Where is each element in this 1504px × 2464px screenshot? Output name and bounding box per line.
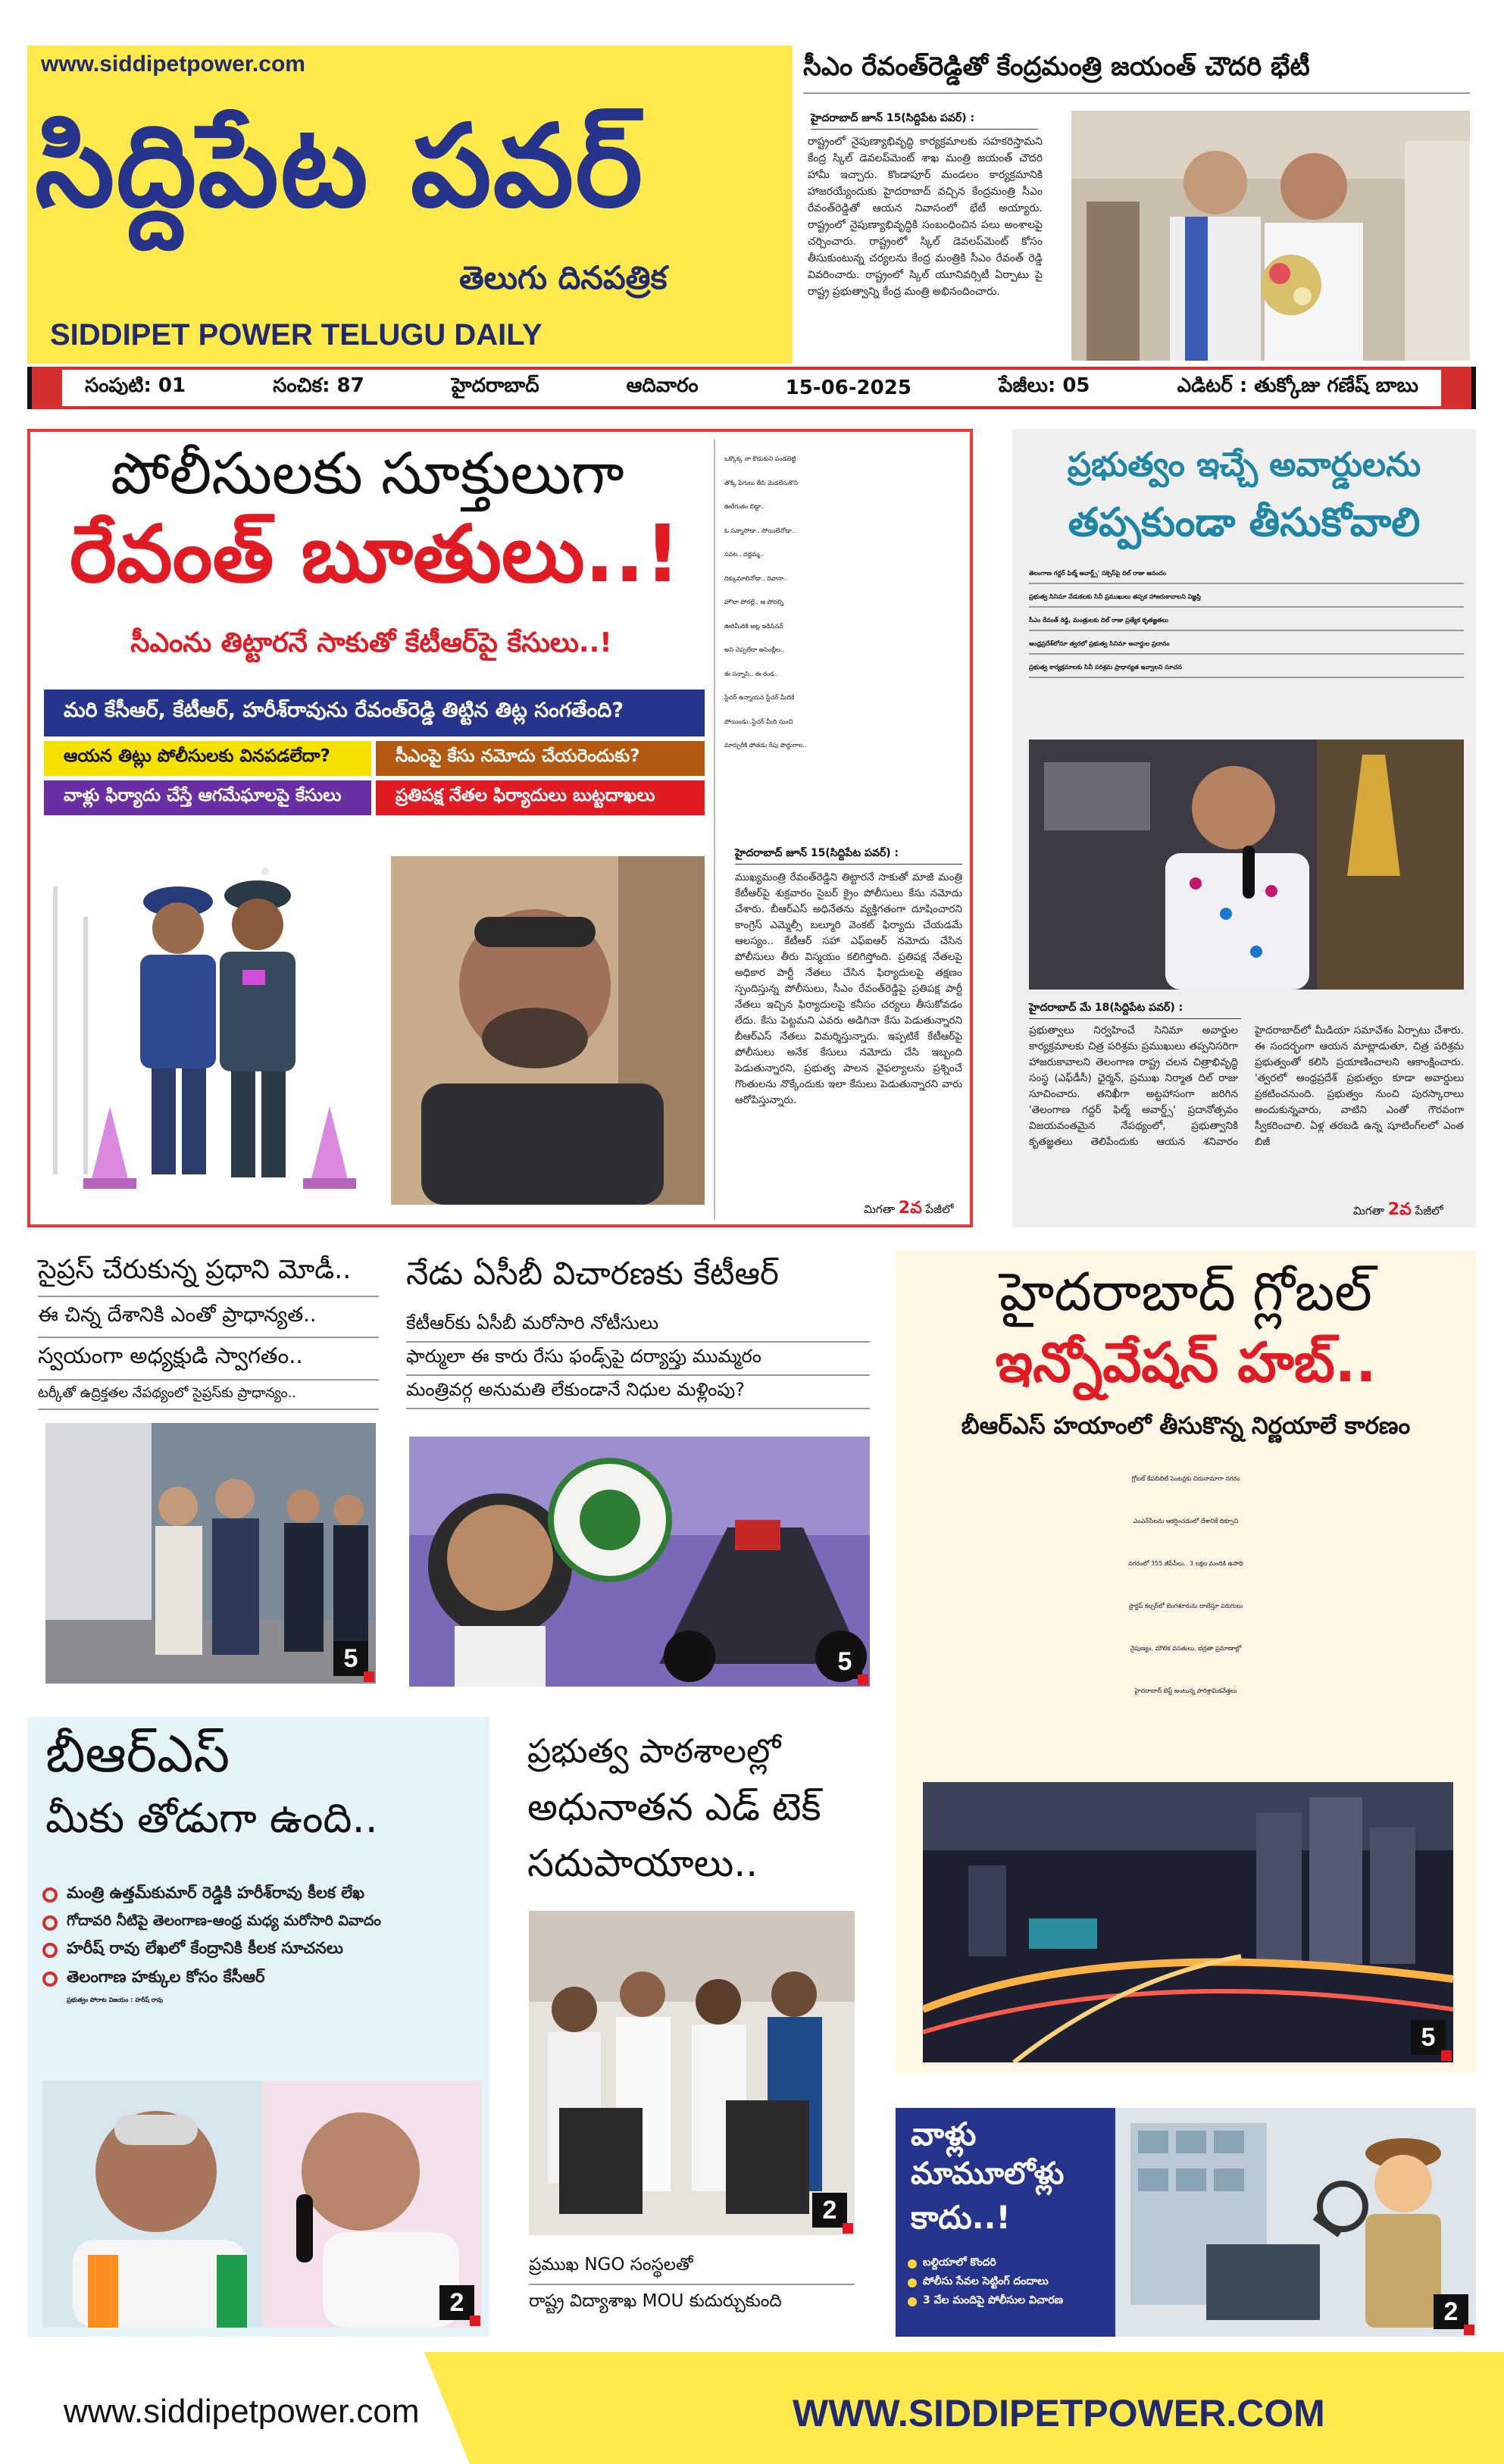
police-illustration — [38, 826, 386, 1220]
lead-tag: ప్రతిపక్ష నేతల ఫిర్యాదులు బుట్టదాఖలు — [376, 780, 705, 815]
bullet-dot-icon — [42, 1915, 58, 1931]
lead-tag: సీఎంపై కేసు నమోదు చేయరెందుకు? — [376, 741, 705, 776]
info-pages: పేజీలు: 05 — [998, 374, 1090, 397]
cyprus-line: టర్కీతో ఉద్రిక్తతల నేపథ్యంలో సైప్రస్‌కు ప్రాధాన్యం.. — [38, 1385, 379, 1410]
awards-bullet: సీఎం రేవంత్ రెడ్డి, మంత్రులకు దిల్ రాజు ప్రత్యేక కృతజ్ఞతలు — [1029, 617, 1464, 631]
hyderabad-subhead: బీఆర్ఎస్ హయాంలో తీసుకొన్న నిర్ణయాలే కారణం — [961, 1412, 1411, 1440]
lead-continued: మిగతా 2వ పేజీలో — [864, 1199, 954, 1218]
school-headline-2[interactable]: అధునాతన ఎడ్ టెక్ — [527, 1785, 821, 1829]
hyderabad-line: హైదరాబాద్ బెస్ట్ అంటున్న పారిశ్రామికవేత్తలు — [1134, 1687, 1237, 1694]
brs-bullet: హరీష్ రావు లేఖలో కేంద్రానికి కీలక సూచనలు — [67, 1939, 343, 1957]
brs-bullet: తెలంగాణ హక్కుల కోసం కేసీఆర్ — [67, 1968, 265, 1986]
lead-question: మరి కేసీఆర్, కేటీఆర్, హరీశ్‌రావును రేవంత్‌రెడ్డి తిట్టిన తిట్ల సంగతేంది? — [44, 689, 705, 736]
quote-line: తొక్కి పేగులు తీసి మెడలేసుకొని — [724, 479, 798, 486]
bullet-dot-icon — [42, 1972, 58, 1987]
school-headline-3[interactable]: సదుపాయాలు.. — [527, 1841, 758, 1885]
top-story-body: రాష్ట్రంలో నైపుణ్యాభివృద్ధి కార్యక్రమాలకు సహకరిస్తామని కేంద్ర స్కిల్ డెవలప్‌మెంట్ శాఖ మంత్రి జయంత్ చౌదరి హామీ ఇచ్చారు. కొండాపూర్‌ మండలం కార్యక్రమానికి హాజరయ్యేందుకు హైదరాబాద్ వచ్చిన కేంద్రమంత్రి సీఎం రేవంత్‌రెడ్డితో ఆయన నివాసంలో భేటీ అయ్యారు. రాష్ట్రంలో నైపుణ్యాభివృద్ధికి సంబంధించిన పలు అంశాలపై చర్చించారు. రాష్ట్రంలో స్కిల్ డెవలప్‌మెంట్ కోసం తీసుకుంటున్న చర్యలను కేంద్ర మంత్రికి సీఎం రేవంత్ రెడ్డి వివరించారు. రాష్ట్రంలో స్కిల్ యూనివర్సిటీ ఏర్పాటు పై రాష్ట్ర ప్రభుత్వాన్ని కేంద్ర మంత్రి అభినందించారు. — [808, 136, 1043, 298]
awards-bullet: ఆంధ్రప్రదేశ్‌లోనూ త్వరలో ప్రభుత్వ సినిమా అవార్డుల ప్రదానం — [1029, 640, 1464, 655]
hyderabad-photo — [923, 1782, 1453, 2062]
brs-bullet-tail: ప్రభుత్వం పోరాట విజయం : హరీష్ రావు — [67, 1997, 163, 2003]
masthead-url[interactable]: www.siddipetpower.com — [41, 52, 305, 77]
brs-headline-1[interactable]: బీఆర్ఎస్ — [45, 1724, 230, 1784]
quote-line: దిక్కుమాలినోడా.. దివానా.. — [724, 574, 788, 582]
brs-story — [27, 1717, 489, 2337]
lead-tag: వాళ్లు ఫిర్యాదు చేస్తే ఆగమేఘాలపై కేసులు — [44, 780, 371, 815]
awards-continued: మిగతా 2వ పేజీలో — [1353, 1200, 1443, 1219]
brs-headline-2[interactable]: మీకు తోడుగా ఉంది.. — [45, 1794, 378, 1842]
footer-url-right[interactable]: WWW.SIDDIPETPOWER.COM — [793, 2392, 1325, 2434]
police-panel — [896, 2108, 1115, 2337]
police-headline-2[interactable]: మామూలోళ్లు — [911, 2156, 1065, 2191]
cyprus-photo — [45, 1423, 376, 1684]
police-bullets — [908, 2256, 1112, 2313]
awards-bullet: ప్రభుత్వ సినిమా వేడుకలకు సినీ ప్రముఖులు తప్పక హాజరుకావాలని విజ్ఞప్తి — [1029, 593, 1464, 608]
info-issue: సంచిక: 87 — [273, 374, 364, 397]
acb-line: మంత్రివర్గ అనుమతి లేకుండానే నిధుల మళ్లింపు? — [406, 1379, 870, 1409]
quote-line: మార్చురీకి పోతడు రేపు పొద్దుగాల.. — [724, 742, 807, 749]
info-bar — [27, 367, 1476, 409]
info-volume: సంపుటి: 01 — [85, 374, 186, 397]
masthead-title: సిద్దిపేట పవర్ — [35, 101, 645, 233]
acb-photo — [409, 1437, 870, 1687]
hyderabad-lines — [896, 1458, 1476, 1712]
bullet-dot-icon — [42, 1887, 58, 1903]
acb-headline[interactable]: నేడు ఏసీబీ విచారణకు కేటీఆర్ — [406, 1255, 779, 1292]
info-day: ఆదివారం — [626, 374, 699, 397]
brs-bullet: మంత్రి ఉత్తమ్‌కుమార్ రెడ్డికి హరీశ్‌రావు కీలక లేఖ — [67, 1884, 364, 1902]
awards-headline-1[interactable]: ప్రభుత్వం ఇచ్చే అవార్డులను — [1067, 446, 1421, 484]
cyprus-story — [27, 1250, 383, 1693]
school-headline-1[interactable]: ప్రభుత్వ పాఠశాలల్లో — [527, 1732, 781, 1771]
masthead-subtitle: తెలుగు దినపత్రిక — [459, 259, 668, 296]
masthead-english-title: SIDDIPET POWER TELUGU DAILY — [50, 318, 543, 352]
hyderabad-headline-2[interactable]: ఇన్నోవేషన్ హబ్.. — [995, 1330, 1377, 1394]
bullet-dot-icon — [908, 2259, 917, 2269]
awards-photo — [1029, 740, 1464, 990]
top-story — [797, 45, 1476, 364]
cyprus-headline[interactable]: సైప్రస్ చేరుకున్న ప్రధాని మోడీ.. — [38, 1255, 379, 1297]
school-caption-2: రాష్ట్ర విద్యాశాఖ MOU కుదుర్చుకుంది — [529, 2291, 782, 2311]
hyderabad-line: గ్లోబల్ కేపబిలిటీ సెంటర్లకు చిరునామాగా నగరం — [1131, 1475, 1240, 1482]
brs-page-ref[interactable]: 2 — [439, 2285, 474, 2320]
acb-story — [399, 1250, 877, 1693]
quote-line: సవట.. దద్దమ్మ.. — [724, 551, 764, 558]
bullet-dot-icon — [908, 2278, 917, 2287]
cyprus-line: స్వయంగా అధ్యక్షుడి స్వాగతం.. — [38, 1343, 379, 1381]
police-bullet: 3 వేల మందిపై పోలీసుల విచారణ — [923, 2294, 1064, 2306]
top-story-headline[interactable]: సీఎం రేవంత్‌రెడ్డితో కేంద్రమంత్రి జయంత్ చౌదరి భేటీ — [803, 52, 1470, 94]
police-page-ref[interactable]: 2 — [1434, 2294, 1468, 2329]
police-bullet: బల్దియాలో కొందరి — [923, 2256, 996, 2269]
hyderabad-line: స్టార్టప్ కల్చర్‌లో బెంగళూరును దాటేస్తూ పరుగులు — [1128, 1603, 1243, 1609]
lead-kicker[interactable]: పోలీసులకు సూక్తులుగా — [111, 439, 624, 507]
bullet-dot-icon — [908, 2297, 917, 2306]
awards-story — [1012, 429, 1476, 1227]
lead-story — [27, 429, 973, 1227]
brs-bullets — [42, 1884, 482, 2005]
footer — [0, 2352, 1504, 2464]
school-page-ref[interactable]: 2 — [812, 2193, 847, 2228]
police-story — [896, 2108, 1476, 2337]
lead-body: ముఖ్యమంత్రి రేవంత్‌రెడ్డిని తిట్టారనే సాకుతో మాజీ మంత్రి కేటీఆర్‌పై శుక్రవారం సైబర్ క్రైం పోలీసులు కేసు నమోదు చేశారు. బీఆర్ఎస్ అధినేతను వ్యక్తిగతంగా దూషించారని కాంగ్రెస్ ఎమ్మెల్సీ బల్మూరి వెంకట్ ఫిర్యాదు చేయడమే ఆలస్యం.. కేటీఆర్ సహా ఎఫ్ఐఆర్ నమోదు చేసిన పోలీసులు తీరు విస్మయం కలిగిస్తోంది. ప్రతిపక్ష నేతలపై అధికార పార్టీ నేతలు చేసిన ఫిర్యాదులపై తక్షణం స్పందిస్తున్న పోలీసులు, సీఎం రేవంత్‌రెడ్డిపై ప్రతిపక్ష పార్టీ నేతలు ఇచ్చిన ఫిర్యాదులపై కనీసం చర్యలు తీసుకోవడం లేదు. కేసు పెట్టమని ఎవరు అడిగినా కేసు పెడుతున్నారని బీఆర్ఎస్ నేతలు విమర్శిస్తున్నారు. ఇప్పటికే కేటీఆర్‌పై పోలీసులు అనేక కేసులు నమోదు చేసి ఇబ్బంది పెడుతున్నారని, ప్రభుత్వ పాలన వైఫల్యాలను ప్రశ్నించే గొంతులను నొక్కేందుకు ఇలా కేసులు పెడుతున్నారని వారు ఆరోపిస్తున్నారు. — [735, 871, 962, 1106]
hyderabad-line: నైపుణ్యం, మౌలిక వసతులు, భద్రతా ప్రమాణాల్లో — [1130, 1645, 1242, 1652]
quote-line: ఒక్కొక్క నా కొడుకుని పండబెట్టి — [724, 455, 796, 462]
quote-line: స్టేచర్ ఉన్నాయన స్టేచర్ మీదికే — [724, 694, 795, 701]
lead-quote-column — [724, 447, 967, 758]
awards-bullets — [1029, 570, 1464, 687]
school-photo — [529, 1911, 855, 2235]
quote-line: ఊరేగుతం బిడ్డా.. — [724, 503, 765, 510]
top-story-photo — [1071, 111, 1470, 361]
info-city: హైదరాబాద్ — [451, 374, 539, 397]
cyprus-line: ఈ చిన్న దేశానికి ఎంతో ప్రాధాన్యత.. — [38, 1303, 379, 1338]
awards-headline-2[interactable]: తప్పకుండా తీసుకోవాలి — [1068, 500, 1421, 546]
quote-line: అని చెప్పలేదా అసెంబ్లీల.. — [724, 646, 784, 653]
cyprus-page-ref[interactable]: 5 — [333, 1641, 368, 1676]
awards-bullet: తెలంగాణ గద్దర్ ఫిల్మ్ అవార్డ్స్' సక్సెస్‌పై దిల్ రాజు ఆనందం — [1029, 570, 1464, 584]
brs-bullet: గోదావరి నీటిపై తెలంగాణ-ఆంధ్ర మధ్య మరోసారి వివాదం — [67, 1912, 381, 1929]
quote-line: పోయిండు..స్టేచర్ మీది నుంచి — [724, 718, 793, 725]
info-editor: ఎడిటర్ : తుక్కోజు గణేష్ బాబు — [1177, 374, 1418, 397]
acb-line: కేటీఆర్‌కు ఏసీబీ మరోసారి నోటీసులు — [406, 1312, 870, 1343]
hyderabad-page-ref[interactable]: 5 — [1411, 2020, 1446, 2055]
lead-tag: ఆయన తిట్లు పోలీసులకు వినపడలేదా? — [44, 741, 371, 776]
awards-bullet: ప్రభుత్వ కార్యక్రమాలకు సినీ పరిశ్రమ ప్రాధాన్యత ఇవ్వాలని సూచన — [1029, 664, 1464, 678]
hyderabad-line: నగరంలో 355 జీసీసీలు.. 3 లక్షల మందికి ఉపాధి — [1128, 1560, 1243, 1567]
footer-url-left[interactable]: www.siddipetpower.com — [64, 2393, 420, 2430]
school-story — [512, 1717, 873, 2337]
quote-line: ఊరిమీదికి అట్ల ఇడిసినవ్ — [724, 622, 783, 630]
lead-subhead: సీఎంను తిట్టారనే సాకుతో కేటీఆర్‌పై కేసులు..! — [130, 627, 612, 658]
school-caption-1: ప్రముఖ NGO సంస్థలతో — [529, 2255, 855, 2285]
awards-body: ప్రభుత్వాలు నిర్వహించే సినిమా అవార్డుల కార్యక్రమాలకు చిత్ర పరిశ్రమ ప్రముఖులు తప్పనిసరిగా హాజరుకావాలని తెలంగాణ రాష్ట్ర చలన చిత్రాభివృద్ధి సంస్థ (ఎఫ్‌డీసీ) ఛైర్మన్, ప్రముఖ నిర్మాత దిల్ రాజు సూచించారు. తనిఖీగా అట్టహాసంగా జరిగిన 'తెలంగాణ గద్దర్ ఫిల్మ్ అవార్డ్స్' ప్రదానోత్సవం విజయవంతమైన నేపథ్యంలో, ప్రభుత్వానికి కృతజ్ఞతలు తెలిపేందుకు ఆయన శనివారం హైదరాబాద్‌లో మీడియా సమావేశం ఏర్పాటు చేశారు. ఈ సందర్భంగా ఆయన మాట్లాడుతూ, చిత్ర పరిశ్రమ ప్రభుత్వంతో కలిసి ప్రయాణించాలని ఆకాంక్షించారు. 'త్వరలో ఆంధ్రప్రదేశ్ ప్రభుత్వం కూడా అవార్డులు ప్రకటించనుంది. ప్రభుత్వం నుంచి పురస్కారాలు అందుకున్నవారు, వాటిని ఎంతో గౌరవంగా స్వీకరించాలి. ఏళ్ల తరబడి ఉన్న షూటింగ్‌లలో ఎంత బిజీ — [1029, 1024, 1464, 1148]
police-headline-3[interactable]: కాదు..! — [911, 2199, 1011, 2236]
police-headline-1[interactable]: వాళ్లు — [911, 2115, 977, 2153]
acb-page-ref[interactable]: 5 — [827, 1644, 862, 1679]
info-date: 15-06-2025 — [785, 377, 911, 399]
bullet-dot-icon — [42, 1943, 58, 1958]
hyderabad-headline-1[interactable]: హైదరాబాద్ గ్లోబల్ — [999, 1261, 1372, 1323]
brs-photo — [42, 2081, 482, 2328]
quote-line: ఓ సన్నాసోడా.. సోయిలేనోడా.. — [724, 527, 796, 534]
hyderabad-line: ఎంఎన్‌సీలను ఆకర్షించడంలో దేశానికే దిక్సూచి — [1133, 1518, 1239, 1524]
lead-photo — [391, 856, 705, 1205]
police-photo — [1115, 2108, 1476, 2337]
lead-headline[interactable]: రేవంత్ బూతులు..! — [70, 508, 680, 600]
lead-dateline: హైదరాబాద్ జూన్ 15(సిద్దిపేట పవర్) : — [735, 847, 962, 865]
top-story-dateline: హైదరాబాద్ జూన్ 15(సిద్దిపేట పవర్) : — [811, 112, 1038, 130]
quote-line: ఈ సన్నాసి.. ఈ రండ.. — [724, 670, 778, 677]
awards-dateline: హైదరాబాద్ మే 18(సిద్దిపేట పవర్) : — [1029, 1002, 1241, 1019]
quote-line: హౌలా పోరల్లే.. ఆ పోరల్ని — [724, 599, 784, 605]
hyderabad-story — [896, 1250, 1476, 2073]
masthead — [27, 45, 793, 364]
acb-line: ఫార్ములా ఈ కారు రేసు ఫండ్స్‌పై దర్యాప్తు ముమ్మరం — [406, 1346, 870, 1376]
police-bullet: పోలీసు సేవల సెట్టింగ్ దందాలు — [923, 2275, 1049, 2287]
